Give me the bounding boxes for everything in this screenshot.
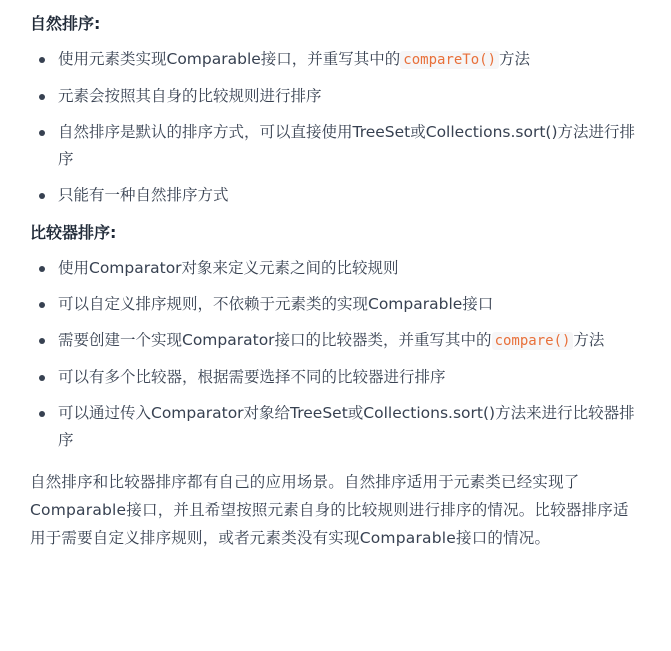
natural-sort-list <box>30 46 641 209</box>
list-item-text-after: 方法 <box>499 50 531 68</box>
bullet-icon <box>39 94 45 100</box>
list-item-text: 可以有多个比较器，根据需要选择不同的比较器进行排序 <box>58 368 446 386</box>
list-item <box>30 255 641 282</box>
summary-paragraph: 自然排序和比较器排序都有自己的应用场景。自然排序适用于元素类已经实现了Comparable接口，并且希望按照元素自身的比较规则进行排序的情况。比较器排序适用于需要自定义排序规则，或者元素类没有实现Comparable接口的情况。 <box>30 473 629 547</box>
inline-code: compareTo() <box>400 51 499 69</box>
bullet-icon <box>39 57 45 63</box>
section-title-natural-sort: 自然排序: <box>30 14 101 33</box>
list-item-text-after: 方法 <box>573 331 605 349</box>
list-item-text: 可以自定义排序规则，不依赖于元素类的实现Comparable接口 <box>58 295 494 313</box>
list-item <box>30 400 641 454</box>
bullet-icon <box>39 130 45 136</box>
list-item <box>30 119 641 173</box>
list-item-text: 自然排序是默认的排序方式，可以直接使用TreeSet或Collections.sort()方法进行排序 <box>58 123 636 168</box>
bullet-icon <box>39 193 45 199</box>
list-item <box>30 182 641 209</box>
list-item-text: 元素会按照其自身的比较规则进行排序 <box>58 87 322 105</box>
inline-code: compare() <box>492 332 574 350</box>
list-item <box>30 46 641 74</box>
bullet-icon <box>39 302 45 308</box>
section-title-comparator-sort: 比较器排序: <box>30 223 117 242</box>
bullet-icon <box>39 411 45 417</box>
list-item <box>30 364 641 391</box>
list-item-text: 可以通过传入Comparator对象给TreeSet或Collections.sort()方法来进行比较器排序 <box>58 404 635 449</box>
list-item-text: 需要创建一个实现Comparator接口的比较器类，并重写其中的 <box>58 331 492 349</box>
list-item <box>30 83 641 110</box>
list-item-text: 使用Comparator对象来定义元素之间的比较规则 <box>58 259 399 277</box>
list-item-text: 使用元素类实现Comparable接口，并重写其中的 <box>58 50 401 68</box>
list-item-text: 只能有一种自然排序方式 <box>58 186 229 204</box>
bullet-icon <box>39 338 45 344</box>
list-item <box>30 291 641 318</box>
bullet-icon <box>39 266 45 272</box>
comparator-sort-list <box>30 255 641 454</box>
list-item <box>30 327 641 355</box>
bullet-icon <box>39 375 45 381</box>
